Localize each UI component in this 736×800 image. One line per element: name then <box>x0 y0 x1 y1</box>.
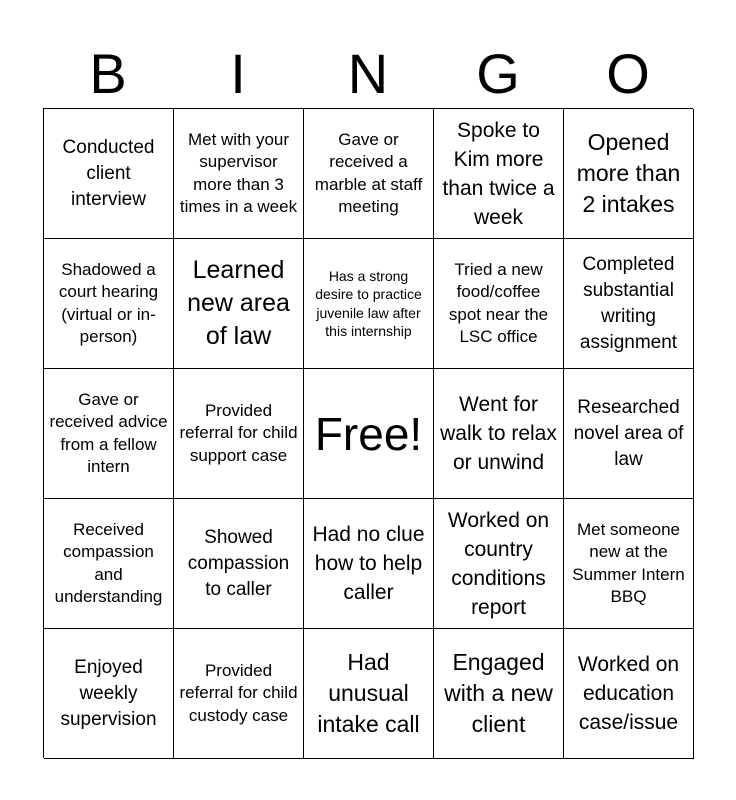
header-letter-b: B <box>89 42 127 105</box>
header-letter-i: I <box>230 42 246 105</box>
free-text: Free! <box>314 407 423 460</box>
cell-text: Worked on country conditions report <box>447 508 550 619</box>
bingo-cell[interactable] <box>174 239 304 369</box>
bingo-cell[interactable] <box>434 239 564 369</box>
cell-text: Engaged with a new client <box>444 649 553 737</box>
cell-text: Provided referral for child custody case <box>179 660 298 725</box>
bingo-cell[interactable] <box>44 499 174 629</box>
bingo-cell[interactable] <box>564 629 694 759</box>
cell-text: Has a strong desire to practice juvenile law after this internship <box>315 267 422 339</box>
bingo-cell[interactable] <box>564 499 694 629</box>
cell-text: Showed compassion to caller <box>187 526 290 600</box>
bingo-cell[interactable] <box>434 109 564 239</box>
bingo-cell[interactable] <box>434 499 564 629</box>
bingo-cell[interactable] <box>434 369 564 499</box>
cell-text: Received compassion and understanding <box>54 519 163 606</box>
cell-text: Spoke to Kim more than twice a week <box>442 118 555 229</box>
cell-text: Had no clue how to help caller <box>312 523 425 604</box>
bingo-cell[interactable] <box>174 499 304 629</box>
cell-text: Shadowed a court hearing (virtual or in-person) <box>58 259 159 346</box>
bingo-cell[interactable] <box>174 369 304 499</box>
cell-text: Researched novel area of law <box>573 396 684 470</box>
bingo-cell[interactable] <box>304 109 434 239</box>
cell-text: Enjoyed weekly supervision <box>60 656 157 730</box>
cell-text: Worked on education case/issue <box>577 653 680 734</box>
cell-text: Opened more than 2 intakes <box>576 129 681 217</box>
cell-text: Met with your supervisor more than 3 times in a week <box>179 129 298 216</box>
bingo-header <box>43 40 693 108</box>
cell-text: Provided referral for child support case <box>179 400 298 465</box>
bingo-cell[interactable] <box>304 499 434 629</box>
bingo-cell[interactable] <box>44 239 174 369</box>
bingo-cell[interactable] <box>434 629 564 759</box>
cell-text: Met someone new at the Summer Intern BBQ <box>572 519 685 606</box>
bingo-cell[interactable] <box>564 369 694 499</box>
cell-text: Conducted client interview <box>62 136 155 210</box>
bingo-cell[interactable] <box>174 629 304 759</box>
bingo-cell[interactable] <box>304 239 434 369</box>
cell-text: Gave or received advice from a fellow intern <box>49 389 168 476</box>
cell-text: Had unusual intake call <box>317 649 420 737</box>
bingo-cell[interactable] <box>44 369 174 499</box>
bingo-board <box>43 108 693 758</box>
bingo-cell[interactable] <box>304 629 434 759</box>
header-letter-g: G <box>476 42 520 105</box>
cell-text: Learned new area of law <box>187 256 290 350</box>
bingo-cell[interactable] <box>44 629 174 759</box>
cell-text: Gave or received a marble at staff meeting <box>314 129 423 216</box>
bingo-cell[interactable] <box>564 239 694 369</box>
cell-text: Went for walk to relax or unwind <box>440 393 557 474</box>
free-cell[interactable] <box>304 369 434 499</box>
bingo-cell[interactable] <box>564 109 694 239</box>
bingo-cell[interactable] <box>44 109 174 239</box>
cell-text: Tried a new food/coffee spot near the LSC office <box>448 259 549 346</box>
header-letter-n: N <box>347 42 389 105</box>
cell-text: Completed substantial writing assignment <box>579 253 678 353</box>
bingo-cell[interactable] <box>174 109 304 239</box>
header-letter-o: O <box>606 42 650 105</box>
